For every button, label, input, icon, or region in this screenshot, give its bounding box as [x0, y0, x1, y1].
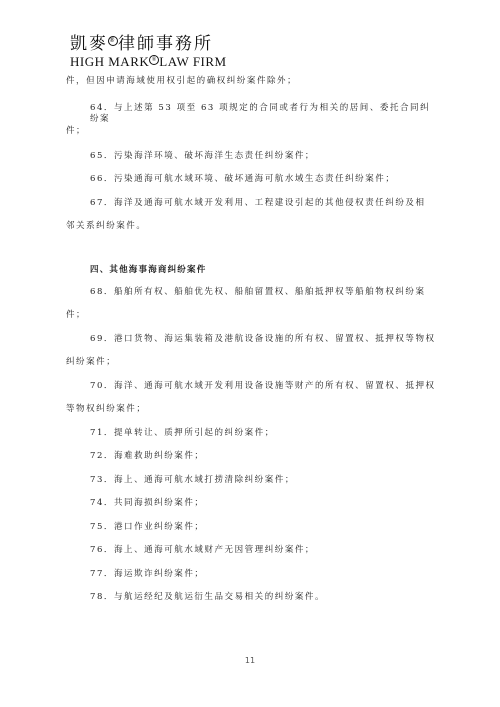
paragraph-line: 纠纷案件； — [66, 357, 117, 367]
paragraph-line: 64．与上述第 53 项至 63 项规定的合同或者行为相关的居间、委托合同纠纷案 — [90, 103, 431, 124]
firm-logo — [70, 34, 227, 70]
paragraph-line: 件，但因申请海域使用权引起的确权纠纷案件除外； — [66, 76, 298, 86]
paragraph-line: 65．污染海洋环境、破坏海洋生态责任纠纷案件； — [90, 151, 315, 161]
firm-name-chinese — [70, 34, 227, 54]
page-number: 11 — [244, 656, 256, 665]
paragraph-line: 67．海洋及通海可航水域开发利用、工程建设引起的其他侵权责任纠纷及相 — [90, 198, 426, 208]
paragraph-line: 66．污染通海可航水域环境、破坏通海可航水域生态责任纠纷案件； — [90, 174, 396, 184]
paragraph-line: 76．海上、通海可航水域财产无因管理纠纷案件； — [90, 545, 315, 555]
paragraph-line: 77．海运欺诈纠纷案件； — [90, 569, 205, 579]
registered-mark-icon: ® — [149, 55, 159, 65]
paragraph-line: 72．海难救助纠纷案件； — [90, 451, 205, 461]
paragraph-line: 75．港口作业纠纷案件； — [90, 522, 205, 532]
paragraph-line: 69．港口货物、海运集装箱及港航设备设施的所有权、留置权、抵押权等物权 — [90, 334, 436, 344]
paragraph-line: 件； — [66, 126, 87, 136]
paragraph-line: 70．海洋、通海可航水域开发利用设备设施等财产的所有权、留置权、抵押权 — [90, 381, 436, 391]
paragraph-line: 74．共同海损纠纷案件； — [90, 498, 205, 508]
paragraph-line: 邻关系纠纷案件。 — [66, 221, 147, 231]
paragraph-line: 78．与航运经纪及航运衍生品交易相关的纠纷案件。 — [90, 592, 326, 602]
section-heading: 四、其他海事海商纠纷案件 — [90, 265, 207, 275]
firm-name-english — [70, 54, 227, 70]
paragraph-line: 73．海上、通海可航水域打捞清除纠纷案件； — [90, 475, 295, 485]
paragraph-line: 68．船舶所有权、船舶优先权、船舶留置权、船舶抵押权等船舶物权纠纷案 — [90, 287, 426, 297]
paragraph-line: 71．提单转让、质押所引起的纠纷案件； — [90, 428, 275, 438]
firm-name-cn-part2: 律師事務所 — [118, 34, 213, 54]
paragraph-line: 等物权纠纷案件； — [66, 404, 147, 414]
firm-name-en-part1: HIGH MARK — [70, 54, 150, 69]
registered-mark-icon: ® — [109, 37, 117, 45]
firm-name-cn-part1: 凱麥 — [70, 34, 108, 54]
paragraph-line: 件； — [66, 310, 87, 320]
firm-name-en-part2: LAW FIRM — [159, 54, 227, 69]
